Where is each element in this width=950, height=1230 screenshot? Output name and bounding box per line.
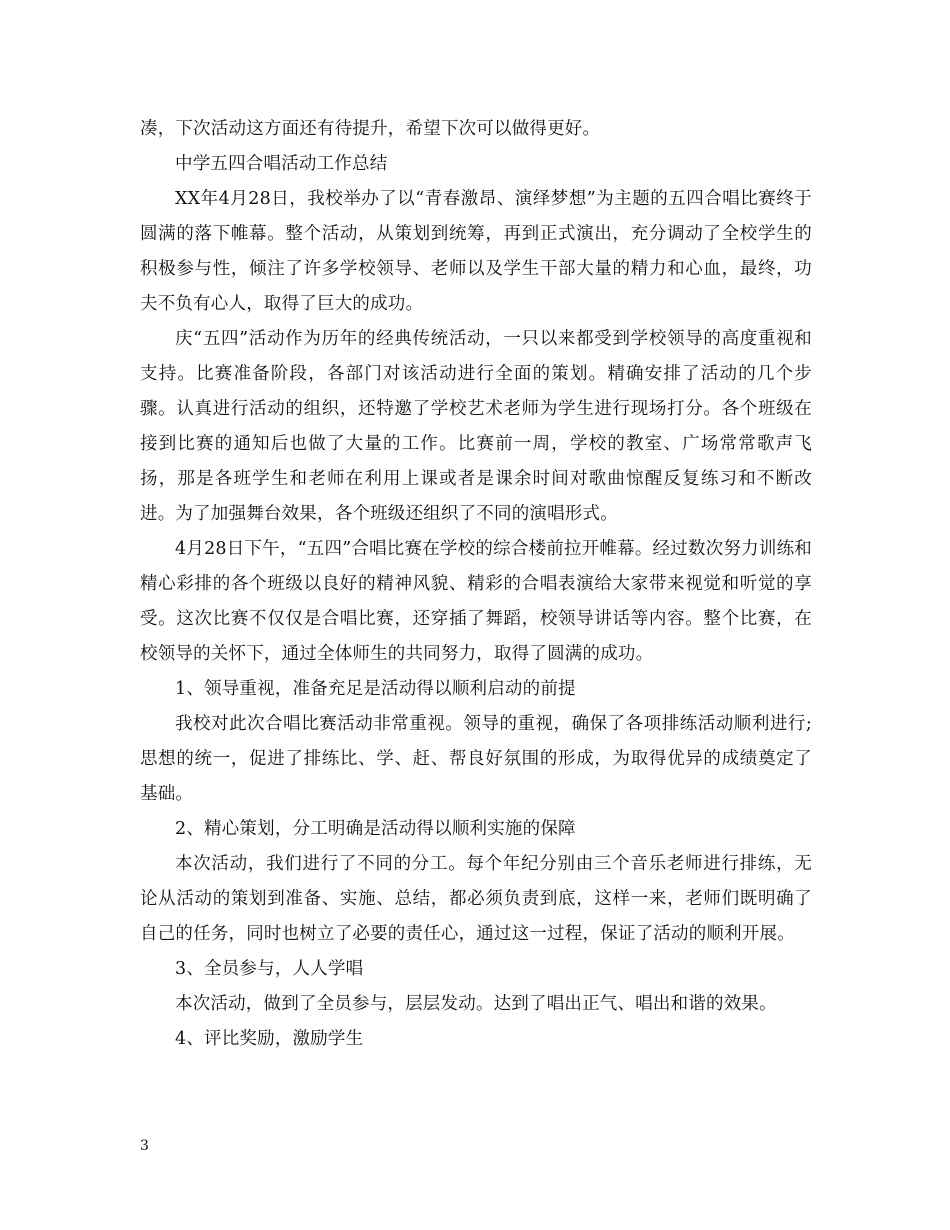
paragraph-point-3: 本次活动，做到了全员参与，层层发动。达到了唱出正气、唱出和谐的效果。 — [175, 994, 777, 1014]
paragraph-intro: XX年4月28日，我校举办了以“青春激昂、演绎梦想”为主题的五四合唱比赛终于圆满的落下帷幕。整个活动，从策划到统筹，再到正式演出，充分调动了全校学生的积极参与性，倾注了许多学校领导、老师以及学生干部大量的精力和心血，最终，功夫不负有心人，取得了巨大的成功。 — [140, 189, 812, 314]
paragraph-event: 4月28日下午，“五四”合唱比赛在学校的综合楼前拉开帷幕。经过数次努力训练和精心彩排的各个班级以良好的精神风貌、精彩的合唱表演给大家带来视觉和听觉的享受。这次比赛不仅仅是合唱比赛，还穿插了舞蹈，校领导讲话等内容。整个比赛，在校领导的关怀下，通过全体师生的共同努力，取得了圆满的成功。 — [140, 539, 812, 664]
document-body — [140, 112, 812, 1057]
paragraph-continuation: 凑，下次活动这方面还有待提升，希望下次可以做得更好。 — [140, 119, 601, 139]
paragraph-preparation: 庆“五四”活动作为历年的经典传统活动，一只以来都受到学校领导的高度重视和支持。比赛准备阶段，各部门对该活动进行全面的策划。精确安排了活动的几个步骤。认真进行活动的组织，还特邀了学校艺术老师为学生进行现场打分。各个班级在接到比赛的通知后也做了大量的工作。比赛前一周，学校的教室、广场常常歌声飞扬，那是各班学生和老师在利用上课或者是课余时间对歌曲惊醒反复练习和不断改进。为了加强舞台效果，各个班级还组织了不同的演唱形式。 — [140, 329, 812, 524]
section-title: 中学五四合唱活动工作总结 — [175, 154, 388, 174]
heading-point-3: 3、全员参与，人人学唱 — [175, 959, 364, 979]
heading-point-4: 4、评比奖励，激励学生 — [175, 1029, 364, 1049]
paragraph-point-2: 本次活动，我们进行了不同的分工。每个年纪分别由三个音乐老师进行排练，无论从活动的策划到准备、实施、总结，都必须负责到底，这样一来，老师们既明确了自己的任务，同时也树立了必要的责任心，通过这一过程，保证了活动的顺利开展。 — [140, 854, 812, 944]
paragraph-point-1: 我校对此次合唱比赛活动非常重视。领导的重视，确保了各项排练活动顺利进行;思想的统一，促进了排练比、学、赶、帮良好氛围的形成，为取得优异的成绩奠定了基础。 — [140, 714, 812, 804]
page-number: 3 — [140, 1138, 149, 1154]
heading-point-2: 2、精心策划，分工明确是活动得以顺利实施的保障 — [175, 819, 576, 839]
heading-point-1: 1、领导重视，准备充足是活动得以顺利启动的前提 — [175, 679, 576, 699]
